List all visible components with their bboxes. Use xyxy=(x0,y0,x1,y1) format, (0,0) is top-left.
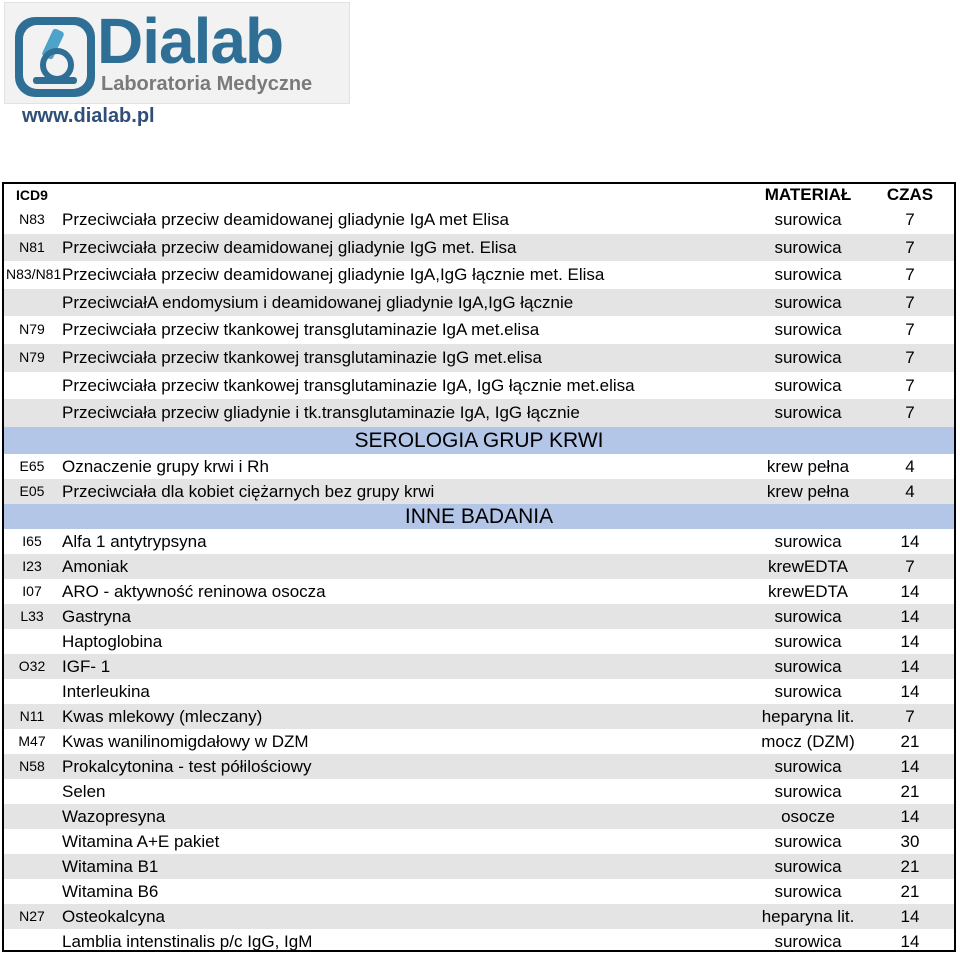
material-cell: mocz (DZM) xyxy=(761,732,855,752)
material-cell: surowica xyxy=(774,832,842,852)
icd-code-cell: I07 xyxy=(22,583,42,600)
material-cell: surowica xyxy=(774,657,842,677)
time-cell: 4 xyxy=(905,482,915,502)
material-cell: surowica xyxy=(774,932,842,952)
table-row xyxy=(4,854,954,879)
time-cell: 30 xyxy=(900,832,920,852)
time-cell: 7 xyxy=(905,265,915,285)
table-row xyxy=(4,399,954,427)
time-cell: 14 xyxy=(900,607,920,627)
table-row xyxy=(4,654,954,679)
material-cell: osocze xyxy=(781,807,835,827)
material-cell: surowica xyxy=(774,532,842,552)
test-name-cell: Witamina B6 xyxy=(62,882,159,902)
test-name-cell: Amoniak xyxy=(62,557,129,577)
section-title: INNE BADANIA xyxy=(404,505,554,529)
table-row xyxy=(4,344,954,372)
material-cell: krew pełna xyxy=(766,482,850,502)
website-link[interactable]: www.dialab.pl xyxy=(22,105,155,127)
section-title: SEROLOGIA GRUP KRWI xyxy=(354,428,604,452)
time-cell: 7 xyxy=(905,375,915,395)
icd-code-cell: I23 xyxy=(22,558,42,575)
icd-code-cell: N83 xyxy=(19,211,45,227)
material-cell: surowica xyxy=(774,375,842,395)
table-row xyxy=(4,372,954,400)
table-row xyxy=(4,261,954,289)
test-name-cell: Przeciwciała przeciw deamidowanej gliadynie IgG met. Elisa xyxy=(62,237,517,257)
test-name-cell: Przeciwciała przeciw gliadynie i tk.transglutaminazie IgA, IgG łącznie xyxy=(62,403,580,423)
icd-code-cell: M47 xyxy=(18,733,46,750)
material-cell: heparyna lit. xyxy=(761,907,855,927)
icd-code-cell: L33 xyxy=(20,608,44,625)
material-cell: surowica xyxy=(774,682,842,702)
material-cell: surowica xyxy=(774,292,842,312)
table-row xyxy=(4,579,954,604)
table-row xyxy=(4,929,954,954)
table-row xyxy=(4,729,954,754)
time-cell: 21 xyxy=(900,857,920,877)
icd-code-cell: N11 xyxy=(19,708,45,725)
test-name-cell: Osteokalcyna xyxy=(62,907,165,927)
table-row xyxy=(4,629,954,654)
test-name-cell: Wazopresyna xyxy=(62,807,166,827)
table-row xyxy=(4,754,954,779)
table-row xyxy=(4,679,954,704)
test-name-cell: Interleukina xyxy=(62,682,150,702)
col-time-header: CZAS xyxy=(886,185,934,204)
test-name-cell: IGF- 1 xyxy=(62,657,111,677)
test-name-cell: Kwas mlekowy (mleczany) xyxy=(62,707,263,727)
table-row xyxy=(4,829,954,854)
table-row xyxy=(4,479,954,504)
test-name-cell: PrzeciwciałA endomysium i deamidowanej gliadynie IgA,IgG łącznie xyxy=(62,292,574,312)
test-name-cell: Kwas wanilinomigdałowy w DZM xyxy=(62,732,309,752)
test-name-cell: Przeciwciała przeciw tkankowej transglutaminazie IgA, IgG łącznie met.elisa xyxy=(62,375,635,395)
time-cell: 14 xyxy=(900,582,920,602)
time-cell: 14 xyxy=(900,682,920,702)
time-cell: 7 xyxy=(905,292,915,312)
time-cell: 7 xyxy=(905,403,915,423)
time-cell: 7 xyxy=(905,557,915,577)
test-name-cell: Gastryna xyxy=(62,607,131,627)
material-cell: surowica xyxy=(774,632,842,652)
time-cell: 7 xyxy=(905,210,915,229)
test-name-cell: Selen xyxy=(62,782,106,802)
logo-subtitle: Laboratoria Medyczne xyxy=(101,73,313,95)
table-row xyxy=(4,529,954,554)
time-cell: 7 xyxy=(905,707,915,727)
time-cell: 14 xyxy=(900,532,920,552)
material-cell: krew pełna xyxy=(766,457,850,477)
test-name-cell: Alfa 1 antytrypsyna xyxy=(62,532,207,552)
material-cell: surowica xyxy=(774,882,842,902)
tests-table xyxy=(2,182,956,952)
table-row xyxy=(4,904,954,929)
icd-code-cell: E05 xyxy=(19,483,45,500)
table-row xyxy=(4,316,954,344)
icd-code-cell: I65 xyxy=(22,533,42,550)
table-row xyxy=(4,289,954,317)
icd-code-cell: N27 xyxy=(19,908,45,925)
col-icd-header: ICD9 xyxy=(16,187,48,203)
test-name-cell: Przeciwciała przeciw tkankowej transglutaminazie IgG met.elisa xyxy=(62,348,542,367)
table-row xyxy=(4,879,954,904)
table-row xyxy=(4,604,954,629)
time-cell: 14 xyxy=(900,807,920,827)
material-cell: surowica xyxy=(774,857,842,877)
table-row xyxy=(4,554,954,579)
table-row xyxy=(4,704,954,729)
test-name-cell: Witamina A+E pakiet xyxy=(62,832,220,852)
table-row xyxy=(4,779,954,804)
icd-code-cell: N79 xyxy=(19,321,45,338)
icd-code-cell: N79 xyxy=(19,349,45,365)
material-cell: surowica xyxy=(774,320,842,340)
icd-code-cell: N58 xyxy=(19,758,45,775)
table-row xyxy=(4,206,954,234)
test-name-cell: Przeciwciała przeciw deamidowanej gliadynie IgA,IgG łącznie met. Elisa xyxy=(62,265,605,285)
material-cell: surowica xyxy=(774,757,842,777)
time-cell: 7 xyxy=(905,237,915,257)
test-name-cell: Witamina B1 xyxy=(62,857,159,877)
test-name-cell: Przeciwciała dla kobiet ciężarnych bez grupy krwi xyxy=(62,482,435,502)
time-cell: 14 xyxy=(900,907,920,927)
time-cell: 21 xyxy=(900,732,920,752)
material-cell: surowica xyxy=(774,403,842,423)
material-cell: surowica xyxy=(774,210,842,229)
time-cell: 21 xyxy=(900,782,920,802)
material-cell: surowica xyxy=(774,782,842,802)
material-cell: krewEDTA xyxy=(768,557,848,577)
time-cell: 7 xyxy=(905,320,915,340)
material-cell: krewEDTA xyxy=(768,582,848,602)
material-cell: surowica xyxy=(774,607,842,627)
section-header xyxy=(4,427,954,455)
test-name-cell: Oznaczenie grupy krwi i Rh xyxy=(62,457,269,477)
test-name-cell: Prokalcytonina - test półilościowy xyxy=(62,757,312,777)
time-cell: 14 xyxy=(900,932,920,952)
test-name-cell: ARO - aktywność reninowa osocza xyxy=(62,582,326,602)
material-cell: surowica xyxy=(774,348,842,367)
material-cell: surowica xyxy=(774,265,842,285)
time-cell: 14 xyxy=(900,757,920,777)
test-name-cell: Haptoglobina xyxy=(62,632,163,652)
table-row xyxy=(4,234,954,262)
time-cell: 21 xyxy=(900,882,920,902)
table-row xyxy=(4,454,954,479)
dialab-logo xyxy=(4,2,350,104)
time-cell: 7 xyxy=(905,348,915,367)
material-cell: surowica xyxy=(774,237,842,257)
time-cell: 14 xyxy=(900,632,920,652)
test-name-cell: Przeciwciała przeciw tkankowej transglutaminazie IgA met.elisa xyxy=(62,320,540,340)
icd-code-cell: E65 xyxy=(19,458,45,475)
material-cell: heparyna lit. xyxy=(761,707,855,727)
microscope-icon xyxy=(13,15,97,99)
icd-code-cell: N81 xyxy=(19,238,45,255)
section-header xyxy=(4,504,954,529)
time-cell: 4 xyxy=(905,457,915,477)
icd-code-cell: O32 xyxy=(18,658,46,675)
icd-code-cell: N83/N81 xyxy=(6,266,62,283)
test-name-cell: Lamblia intenstinalis p/c IgG, IgM xyxy=(62,932,313,952)
test-name-cell: Przeciwciała przeciw deamidowanej gliadynie IgA met Elisa xyxy=(62,210,509,229)
logo-brand: Dialab xyxy=(97,5,284,77)
col-material-header: MATERIAŁ xyxy=(764,185,852,204)
table-row xyxy=(4,804,954,829)
table-header xyxy=(4,184,954,206)
time-cell: 14 xyxy=(900,657,920,677)
